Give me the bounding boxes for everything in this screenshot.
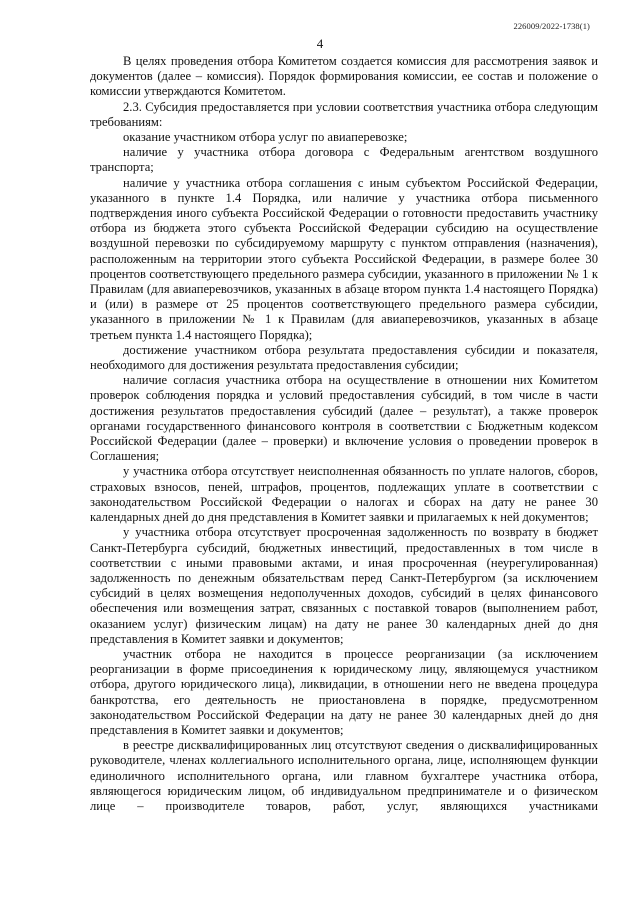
document-registration-number: 226009/2022-1738(1) <box>513 21 590 31</box>
paragraph-no-tax-debt: у участника отбора отсутствует неисполненная обязанность по уплате налогов, сборов, страховых взносов, пеней, штрафов, процентов, подлежащих уплате в соответствии с законодательством Российской Федерации о налогах и сборах на дату не ранее 30 календарных дней до дня представления в Комитет заявки и прилагаемых к ней документов; <box>90 464 598 525</box>
paragraph-air-transport-services: оказание участником отбора услуг по авиаперевозке; <box>123 130 408 145</box>
paragraph-no-reorganization: участник отбора не находится в процессе реорганизации (за исключением реорганизации в форме присоединения к юридическому лицу, являющемуся участником отбора, другого юридического лица), ликвидации, в отношении него не введена процедура банкротства, его деятельность не приостановлена в порядке, предусмотренном законодательством Российской Федерации на дату не ранее 30 календарных дней до дня представления в Комитет заявки и документов; <box>90 646 598 737</box>
paragraph-section-2-3: 2.3. Субсидия предоставляется при условии соответствия участника отбора следующим требованиям: <box>90 99 598 129</box>
paragraph-commission: В целях проведения отбора Комитетом создается комиссия для рассмотрения заявок и документов (далее – комиссия). Порядок формирования комиссии, ее состав и положение о комиссии утверждаются Комитетом. <box>90 54 598 99</box>
paragraph-no-overdue-debt: у участника отбора отсутствует просроченная задолженность по возврату в бюджет Санкт-Петербурга субсидий, бюджетных инвестиций, предоставленных в том числе в соответствии с иными правовыми актами, и иная просроченная (неурегулированная) задолженность по денежным обязательствам перед Санкт-Петербургом (за исключением субсидий в целях возмещения недополученных доходов, субсидий в целях финансового обеспечения или возмещения затрат, связанных с поставкой товаров (выполнением работ, оказанием услуг) физическим лицам) на дату не ранее 30 календарных дней до дня представления в Комитет заявки и документов; <box>90 525 598 646</box>
document-body <box>90 54 598 814</box>
page-number: 4 <box>316 36 324 51</box>
paragraph-result-achievement: достижение участником отбора результата предоставления субсидии и показателя, необходимого для достижения результата предоставления субсидии; <box>90 342 598 373</box>
paragraph-federal-agency-contract: наличие у участника отбора договора с Федеральным агентством воздушного транспорта; <box>90 145 598 175</box>
paragraph-disqualified-persons: в реестре дисквалифицированных лиц отсутствуют сведения о дисквалифицированных руководителе, членах коллегиального исполнительного органа, лице, исполняющем функции единоличного исполнительного органа, или главном бухгалтере участника отбора, являющегося юридическим лицом, об индивидуальном предпринимателе и о физическом лице – производителе товаров, работ, услуг, являющихся участниками <box>90 738 598 813</box>
paragraph-regional-agreement: наличие у участника отбора соглашения с иным субъектом Российской Федерации, указанного в пункте 1.4 Порядка, или наличие у участника отбора письменного подтверждения иного субъекта Российской Федерации о готовности предоставить участнику отбора из бюджета этого субъекта Российской Федерации субсидию на осуществление воздушной перевозки по субсидируемому маршруту с пунктом отправления (назначения), расположенным на территории этого субъекта Российской Федерации, в размере более 30 процентов соответствующего предельного размера субсидии, указанного в приложении № 1 к Правилам (для авиаперевозчиков, указанных в абзаце втором пункта 1.4 настоящего Порядка) и (или) в размере от 25 процентов соответствующего предельного размера субсидии, указанного в приложении № 1 к Правилам (для авиаперевозчиков, указанных в абзаце третьем пункта 1.4 настоящего Порядка); <box>90 175 598 342</box>
paragraph-inspection-consent: наличие согласия участника отбора на осуществление в отношении них Комитетом проверок соблюдения порядка и условий предоставления субсидий, в том числе в части достижения результатов предоставления субсидий (далее – результат), а также проверок органами государственного финансового контроля в соответствии с Бюджетным кодексом Российской Федерации (далее – проверки) и включение условия о проведении проверок в Соглашения; <box>90 373 598 464</box>
